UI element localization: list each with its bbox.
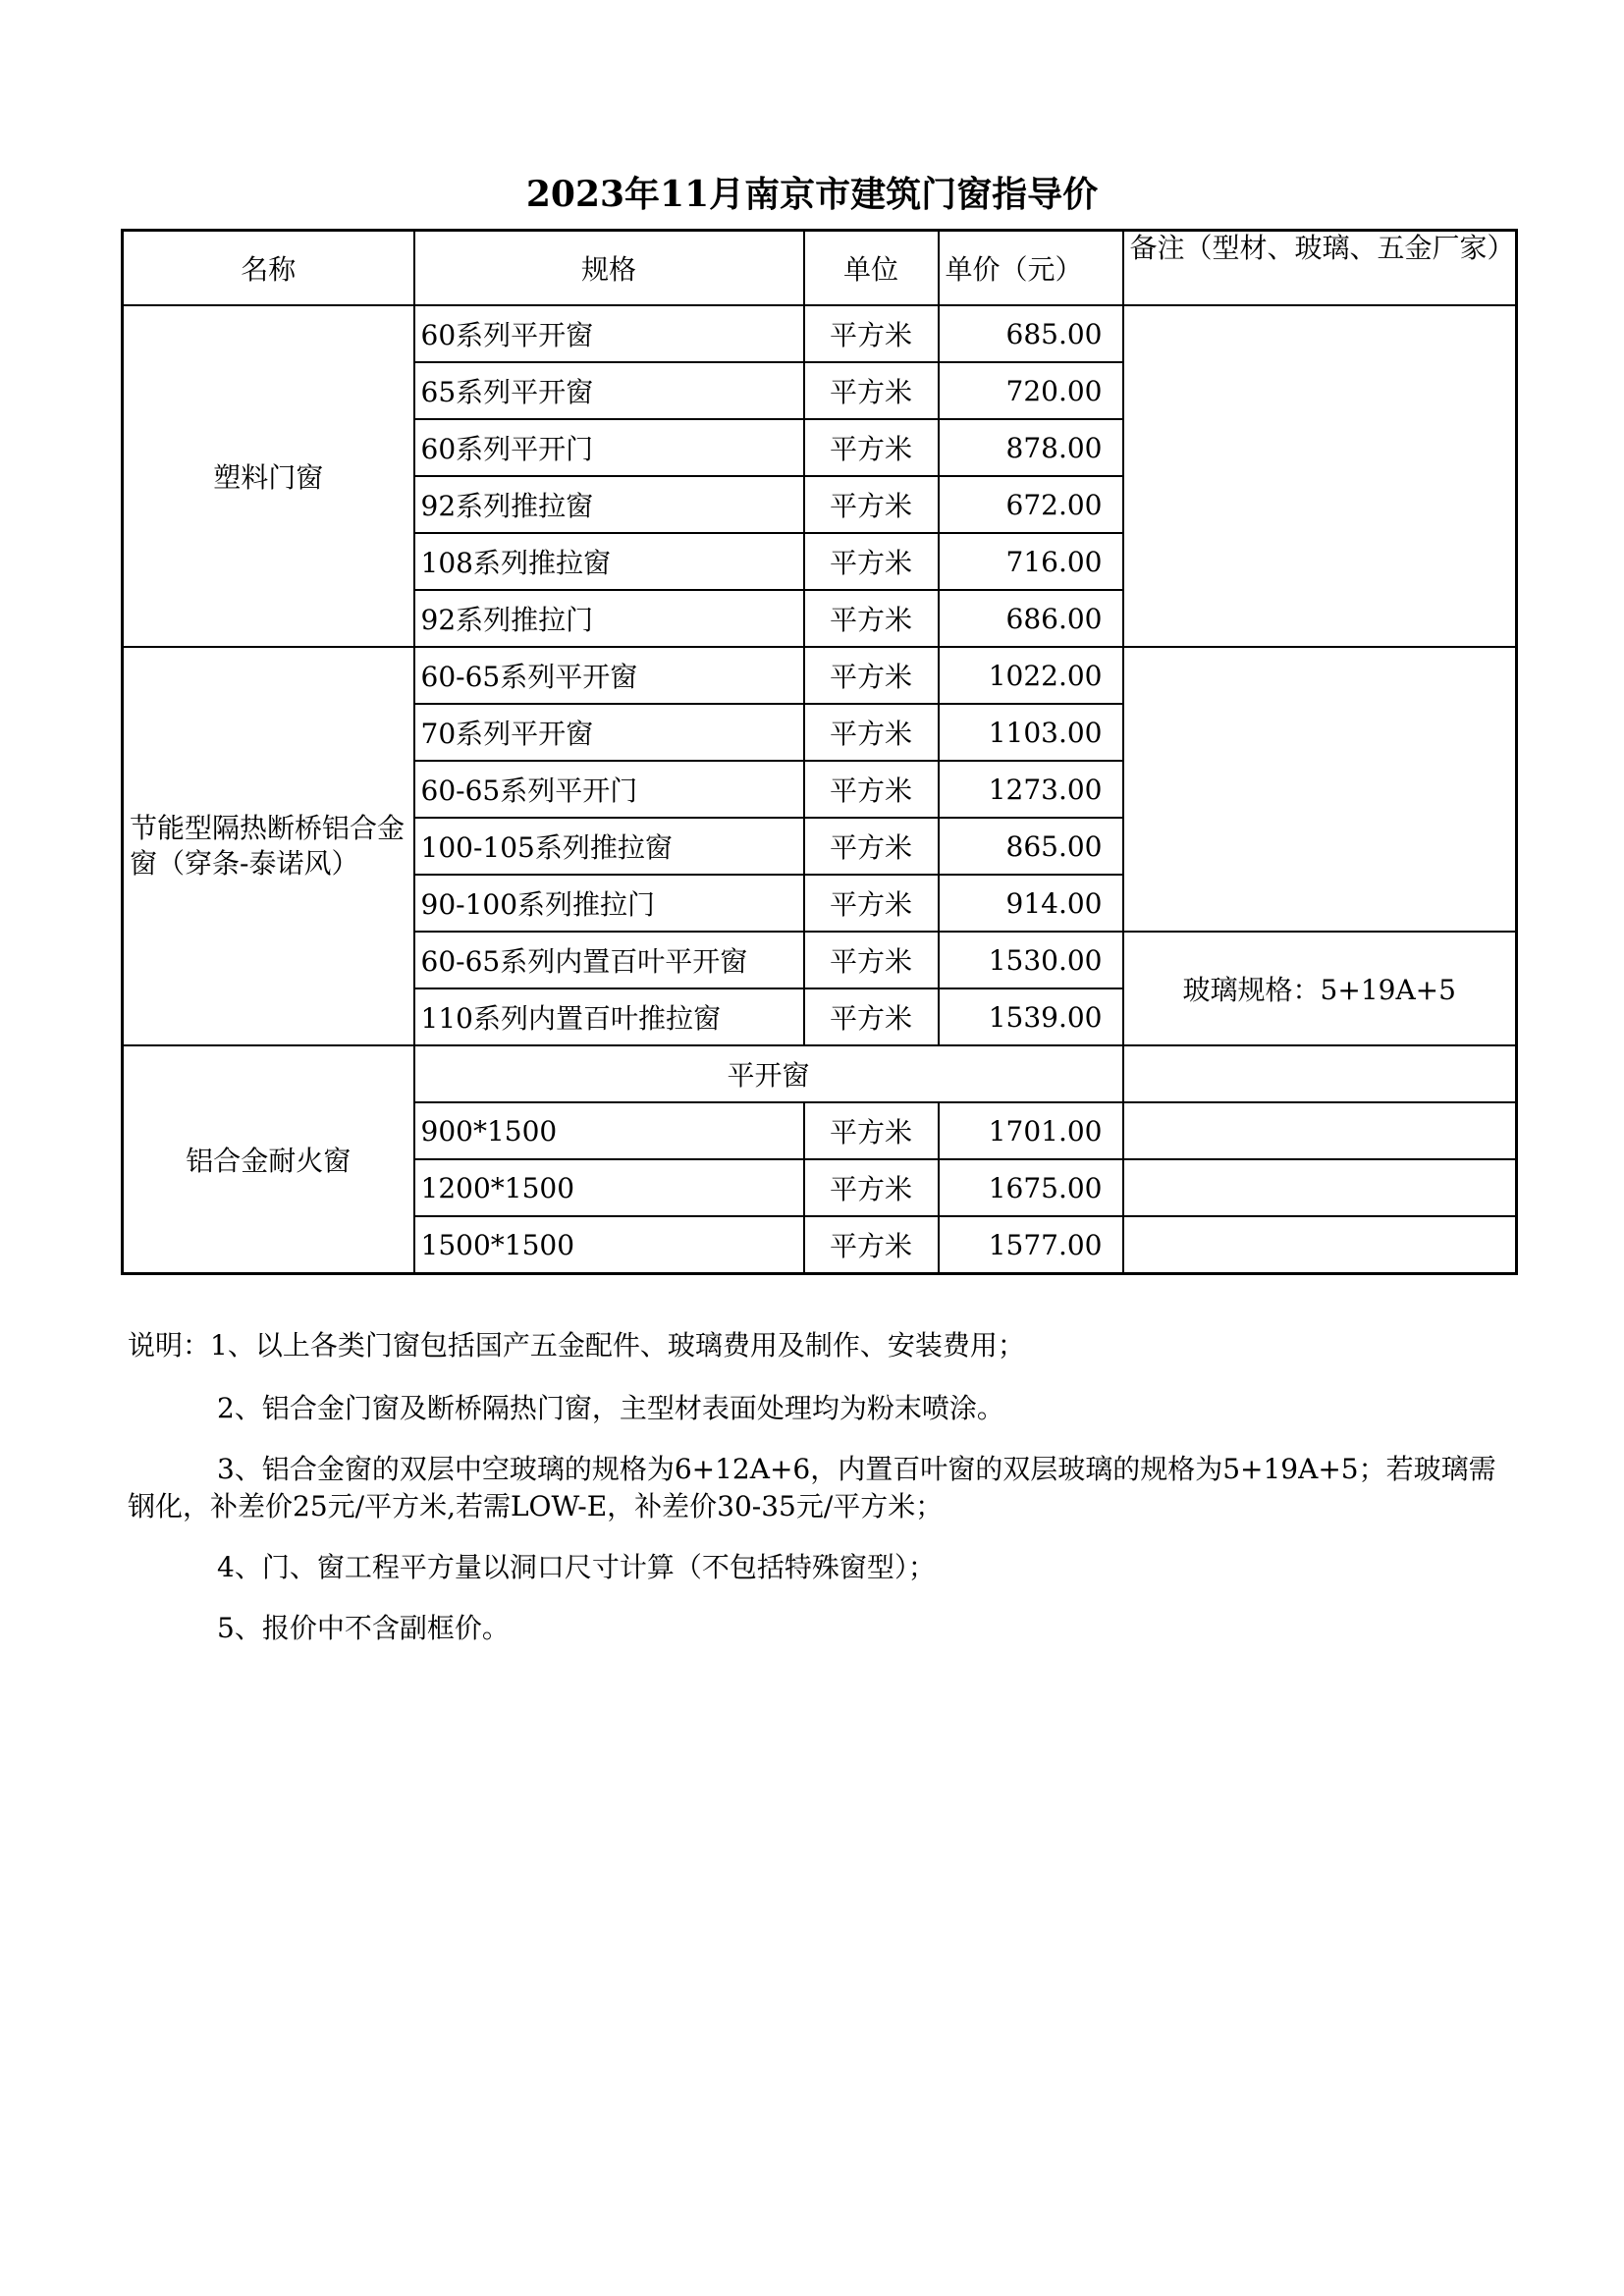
category-thermal-break-aluminum: 节能型隔热断桥铝合金窗（穿条-泰诺风） bbox=[123, 647, 414, 1045]
header-name: 名称 bbox=[123, 231, 414, 306]
unit-cell: 平方米 bbox=[804, 1102, 939, 1159]
category-fire-resistant-aluminum: 铝合金耐火窗 bbox=[123, 1045, 414, 1274]
remark-cell bbox=[1123, 1159, 1517, 1216]
price-cell: 1701.00 bbox=[939, 1102, 1123, 1159]
price-cell: 686.00 bbox=[939, 590, 1123, 647]
unit-cell: 平方米 bbox=[804, 988, 939, 1045]
price-cell: 1103.00 bbox=[939, 704, 1123, 761]
price-cell: 1675.00 bbox=[939, 1159, 1123, 1216]
spec-cell: 70系列平开窗 bbox=[414, 704, 804, 761]
spec-cell: 900*1500 bbox=[414, 1102, 804, 1159]
price-cell: 1530.00 bbox=[939, 932, 1123, 988]
table-row bbox=[123, 1045, 1517, 1102]
unit-cell: 平方米 bbox=[804, 818, 939, 875]
table-row bbox=[123, 305, 1517, 362]
remark-cell bbox=[1123, 647, 1517, 932]
spec-cell: 90-100系列推拉门 bbox=[414, 875, 804, 932]
subheader-casement: 平开窗 bbox=[414, 1045, 1123, 1102]
note-item: 3、铝合金窗的双层中空玻璃的规格为6+12A+6，内置百叶窗的双层玻璃的规格为5+19A+5；若玻璃需钢化，补差价25元/平方米,若需LOW-E，补差价30-35元/平方米； bbox=[128, 1453, 1496, 1522]
spec-cell: 1500*1500 bbox=[414, 1216, 804, 1274]
price-cell: 865.00 bbox=[939, 818, 1123, 875]
unit-cell: 平方米 bbox=[804, 932, 939, 988]
category-plastic: 塑料门窗 bbox=[123, 305, 414, 647]
spec-cell: 60系列平开门 bbox=[414, 419, 804, 476]
note-item: 2、铝合金门窗及断桥隔热门窗，主型材表面处理均为粉末喷涂。 bbox=[217, 1392, 1004, 1424]
remark-cell bbox=[1123, 1216, 1517, 1274]
unit-cell: 平方米 bbox=[804, 647, 939, 704]
remark-cell bbox=[1123, 1102, 1517, 1159]
spec-cell: 1200*1500 bbox=[414, 1159, 804, 1216]
price-cell: 1577.00 bbox=[939, 1216, 1123, 1274]
note-item: 4、门、窗工程平方量以洞口尺寸计算（不包括特殊窗型）； bbox=[217, 1551, 936, 1583]
unit-cell: 平方米 bbox=[804, 362, 939, 419]
header-remark: 备注（型材、玻璃、五金厂家） bbox=[1123, 231, 1517, 306]
spec-cell: 100-105系列推拉窗 bbox=[414, 818, 804, 875]
spec-cell: 60-65系列平开门 bbox=[414, 761, 804, 818]
price-cell: 720.00 bbox=[939, 362, 1123, 419]
note-item: 说明：1、以上各类门窗包括国产五金配件、玻璃费用及制作、安装费用； bbox=[128, 1329, 1025, 1362]
price-cell: 914.00 bbox=[939, 875, 1123, 932]
spec-cell: 60-65系列平开窗 bbox=[414, 647, 804, 704]
spec-cell: 92系列推拉门 bbox=[414, 590, 804, 647]
unit-cell: 平方米 bbox=[804, 476, 939, 533]
price-table bbox=[121, 229, 1518, 1275]
note-item: 5、报价中不含副框价。 bbox=[217, 1612, 510, 1644]
unit-cell: 平方米 bbox=[804, 305, 939, 362]
header-price: 单价（元） bbox=[939, 231, 1123, 306]
unit-cell: 平方米 bbox=[804, 533, 939, 590]
price-cell: 878.00 bbox=[939, 419, 1123, 476]
remark-cell bbox=[1123, 305, 1517, 647]
spec-cell: 60-65系列内置百叶平开窗 bbox=[414, 932, 804, 988]
unit-cell: 平方米 bbox=[804, 761, 939, 818]
spec-cell: 108系列推拉窗 bbox=[414, 533, 804, 590]
price-cell: 1539.00 bbox=[939, 988, 1123, 1045]
spec-cell: 110系列内置百叶推拉窗 bbox=[414, 988, 804, 1045]
price-cell: 1022.00 bbox=[939, 647, 1123, 704]
unit-cell: 平方米 bbox=[804, 419, 939, 476]
unit-cell: 平方米 bbox=[804, 704, 939, 761]
unit-cell: 平方米 bbox=[804, 875, 939, 932]
spec-cell: 60系列平开窗 bbox=[414, 305, 804, 362]
unit-cell: 平方米 bbox=[804, 590, 939, 647]
remark-cell bbox=[1123, 1045, 1517, 1102]
spec-cell: 92系列推拉窗 bbox=[414, 476, 804, 533]
unit-cell: 平方米 bbox=[804, 1216, 939, 1274]
notes-section bbox=[128, 1327, 1502, 1671]
header-spec: 规格 bbox=[414, 231, 804, 306]
header-unit: 单位 bbox=[804, 231, 939, 306]
spec-cell: 65系列平开窗 bbox=[414, 362, 804, 419]
price-cell: 716.00 bbox=[939, 533, 1123, 590]
price-cell: 685.00 bbox=[939, 305, 1123, 362]
table-row bbox=[123, 647, 1517, 704]
remark-glass-spec: 玻璃规格：5+19A+5 bbox=[1123, 932, 1517, 1045]
unit-cell: 平方米 bbox=[804, 1159, 939, 1216]
price-cell: 672.00 bbox=[939, 476, 1123, 533]
page-title: 2023年11月南京市建筑门窗指导价 bbox=[525, 174, 1099, 215]
table-header-row bbox=[123, 231, 1517, 306]
price-cell: 1273.00 bbox=[939, 761, 1123, 818]
